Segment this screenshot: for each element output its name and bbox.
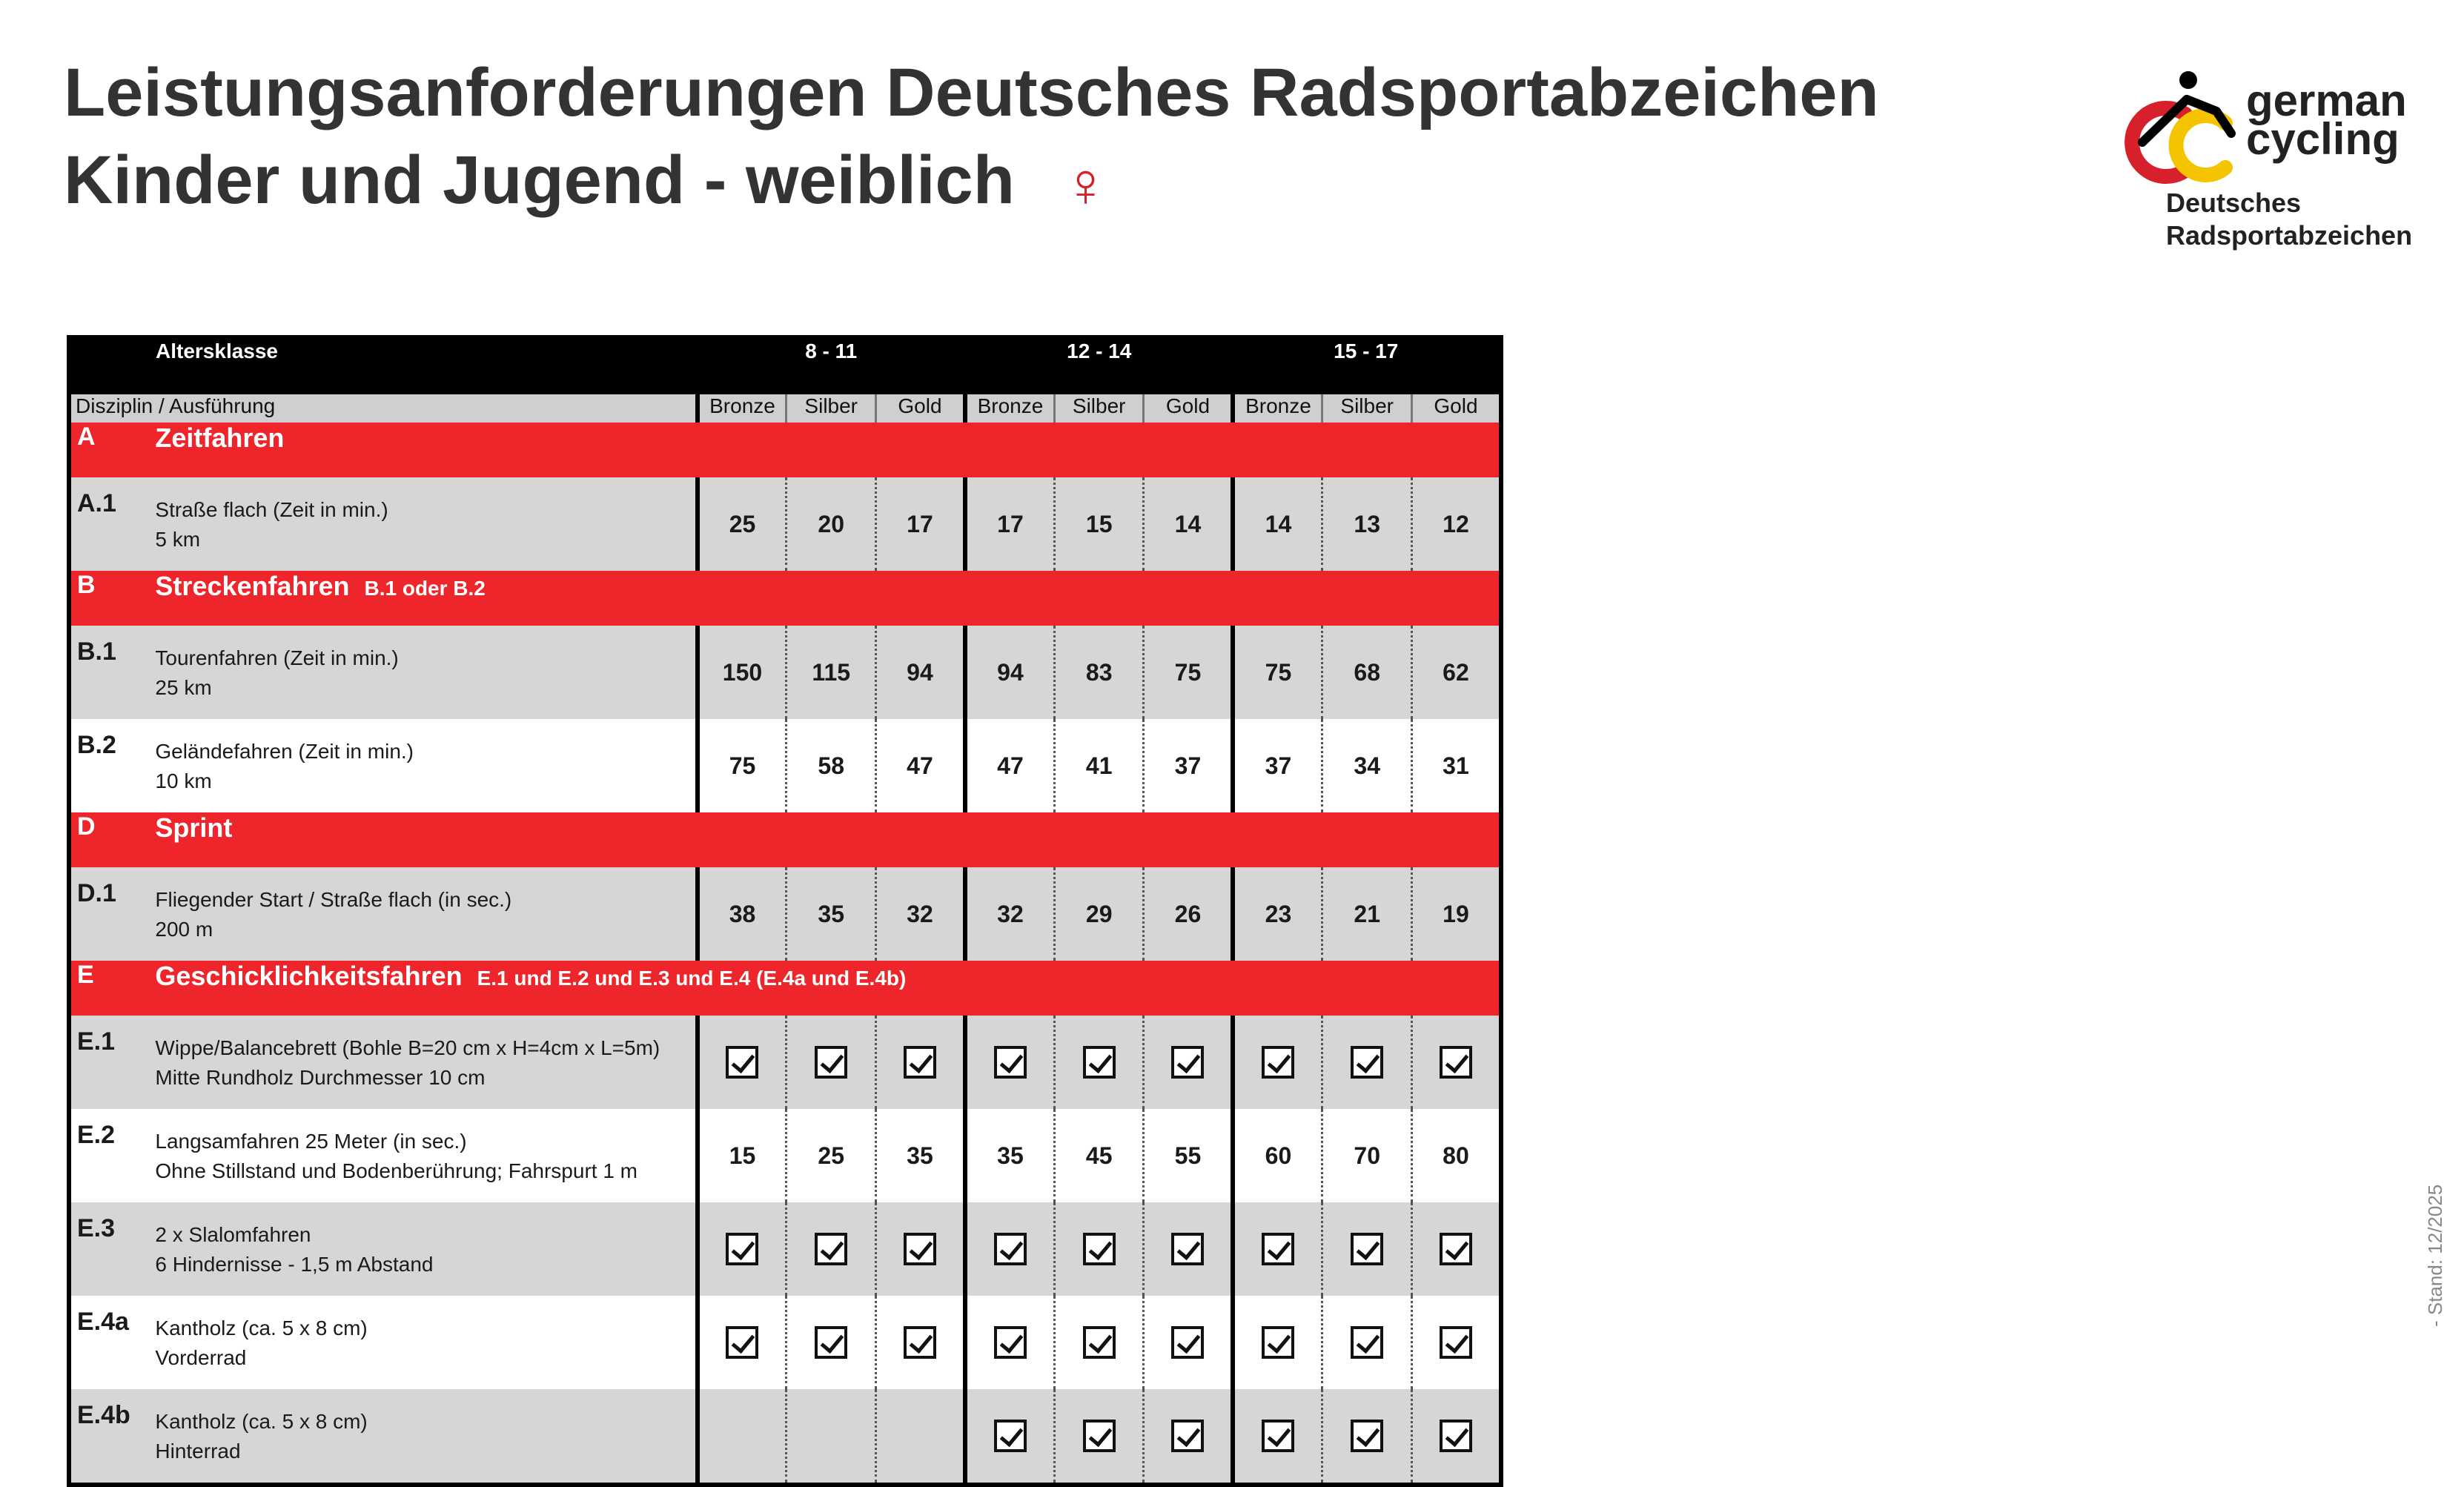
checkbox-checked-icon: [815, 1233, 847, 1265]
value-cell: 14: [1233, 477, 1322, 571]
value-cell: 13: [1322, 477, 1411, 571]
stand-date: - Stand: 12/2025: [2424, 1184, 2446, 1327]
desc-line-1: Wippe/Balancebrett (Bohle B=20 cm x H=4cm x L=5m): [155, 1036, 660, 1059]
check-cell: [1144, 1389, 1233, 1485]
value-cell: 23: [1233, 867, 1322, 961]
checkbox-checked-icon: [1171, 1046, 1204, 1079]
row-code: D.1: [69, 867, 155, 961]
value-cell: 37: [1144, 719, 1233, 812]
checkbox-checked-icon: [1440, 1233, 1472, 1265]
value-cell: 35: [965, 1109, 1054, 1202]
age-group-8-11: 8 - 11: [698, 337, 965, 394]
section-title: Sprint: [155, 812, 233, 843]
checkbox-checked-icon: [904, 1326, 936, 1359]
section-row-e: [69, 961, 1501, 1016]
title-line-1: Leistungsanforderungen Deutsches Radsportabzeichen: [64, 55, 1879, 130]
checkbox-checked-icon: [1083, 1420, 1116, 1452]
value-cell: 41: [1054, 719, 1143, 812]
row-description: [155, 1296, 697, 1389]
check-cell: [965, 1016, 1054, 1109]
checkbox-checked-icon: [726, 1046, 758, 1079]
value-cell: 25: [698, 477, 786, 571]
check-cell: [786, 1389, 875, 1485]
checkbox-checked-icon: [904, 1046, 936, 1079]
value-cell: 14: [1144, 477, 1233, 571]
value-cell: 37: [1233, 719, 1322, 812]
requirements-table: [67, 335, 1503, 1487]
value-cell: 12: [1411, 477, 1501, 571]
value-cell: 55: [1144, 1109, 1233, 1202]
value-cell: 34: [1322, 719, 1411, 812]
check-cell: [875, 1016, 965, 1109]
value-cell: 68: [1322, 626, 1411, 719]
desc-line-1: Kantholz (ca. 5 x 8 cm): [155, 1410, 368, 1433]
desc-line-2: 10 km: [155, 769, 212, 792]
checkbox-checked-icon: [994, 1046, 1027, 1079]
check-cell: [1322, 1389, 1411, 1485]
check-cell: [875, 1296, 965, 1389]
checkbox-checked-icon: [1262, 1326, 1294, 1359]
checkbox-checked-icon: [726, 1233, 758, 1265]
table-row: [69, 1109, 1501, 1202]
value-cell: 21: [1322, 867, 1411, 961]
section-note: E.1 und E.2 und E.3 und E.4 (E.4a und E.4b): [477, 967, 907, 990]
checkbox-checked-icon: [1440, 1326, 1472, 1359]
brand-sub-line-2: Radsportabzeichen: [2166, 220, 2413, 251]
checkbox-checked-icon: [1440, 1046, 1472, 1079]
row-description: [155, 1389, 697, 1485]
value-cell: 15: [1054, 477, 1143, 571]
checkbox-checked-icon: [1351, 1326, 1383, 1359]
row-description: [155, 1016, 697, 1109]
checkbox-checked-icon: [1262, 1046, 1294, 1079]
section-code: D: [69, 812, 155, 867]
level-header: Bronze: [965, 394, 1054, 423]
value-cell: 80: [1411, 1109, 1501, 1202]
value-cell: 32: [875, 867, 965, 961]
value-cell: 45: [1054, 1109, 1143, 1202]
checkbox-checked-icon: [1083, 1046, 1116, 1079]
discipline-label: Disziplin / Ausführung: [69, 394, 698, 423]
check-cell: [1411, 1389, 1501, 1485]
desc-line-2: 25 km: [155, 676, 212, 699]
desc-line-2: 6 Hindernisse - 1,5 m Abstand: [155, 1253, 434, 1276]
value-cell: 150: [698, 626, 786, 719]
checkbox-checked-icon: [1351, 1233, 1383, 1265]
row-code: E.4a: [69, 1296, 155, 1389]
row-description: [155, 867, 697, 961]
check-cell: [1322, 1296, 1411, 1389]
section-row-b: [69, 571, 1501, 626]
check-cell: [1144, 1016, 1233, 1109]
checkbox-checked-icon: [726, 1326, 758, 1359]
value-cell: 26: [1144, 867, 1233, 961]
table-row: [69, 1016, 1501, 1109]
section-title-cell: [155, 571, 1501, 626]
check-cell: [786, 1202, 875, 1296]
gc-emblem-icon: [2090, 65, 2246, 199]
check-cell: [1411, 1296, 1501, 1389]
checkbox-checked-icon: [994, 1233, 1027, 1265]
table-row: [69, 1389, 1501, 1485]
table-row: [69, 477, 1501, 571]
checkbox-checked-icon: [904, 1233, 936, 1265]
row-description: [155, 477, 697, 571]
section-row-d: [69, 812, 1501, 867]
desc-line-1: Tourenfahren (Zeit in min.): [155, 646, 399, 669]
desc-line-1: Geländefahren (Zeit in min.): [155, 740, 414, 763]
row-description: [155, 1202, 697, 1296]
desc-line-1: 2 x Slalomfahren: [155, 1223, 311, 1246]
row-code: E.3: [69, 1202, 155, 1296]
check-cell: [965, 1202, 1054, 1296]
level-header: Gold: [875, 394, 965, 423]
checkbox-checked-icon: [1262, 1233, 1294, 1265]
title-line-2-text: Kinder und Jugend - weiblich: [64, 142, 1015, 218]
checkbox-checked-icon: [1351, 1046, 1383, 1079]
value-cell: 17: [965, 477, 1054, 571]
page-title: [64, 49, 1879, 224]
check-cell: [875, 1389, 965, 1485]
section-note: B.1 oder B.2: [364, 577, 486, 600]
desc-line-2: Ohne Stillstand und Bodenberührung; Fahrspurt 1 m: [155, 1159, 638, 1182]
desc-line-1: Straße flach (Zeit in min.): [155, 498, 388, 521]
desc-line-2: Vorderrad: [155, 1346, 247, 1369]
level-header: Bronze: [1233, 394, 1322, 423]
brand-line-2: cycling: [2246, 114, 2400, 164]
checkbox-checked-icon: [815, 1326, 847, 1359]
section-title-cell: [155, 961, 1501, 1016]
desc-line-2: Mitte Rundholz Durchmesser 10 cm: [155, 1066, 486, 1089]
age-group-15-17: 15 - 17: [1233, 337, 1501, 394]
section-title: Zeitfahren: [155, 423, 285, 453]
check-cell: [965, 1296, 1054, 1389]
section-title: Geschicklichkeitsfahren: [155, 961, 463, 991]
value-cell: 19: [1411, 867, 1501, 961]
value-cell: 32: [965, 867, 1054, 961]
check-cell: [1233, 1016, 1322, 1109]
value-cell: 29: [1054, 867, 1143, 961]
row-code: E.2: [69, 1109, 155, 1202]
level-header: Gold: [1411, 394, 1501, 423]
check-cell: [1233, 1202, 1322, 1296]
value-cell: 94: [875, 626, 965, 719]
check-cell: [1144, 1296, 1233, 1389]
age-class-header-row: [69, 337, 1501, 394]
desc-line-2: 200 m: [155, 918, 213, 941]
value-cell: 17: [875, 477, 965, 571]
check-cell: [1322, 1202, 1411, 1296]
checkbox-checked-icon: [994, 1326, 1027, 1359]
check-cell: [1411, 1016, 1501, 1109]
value-cell: 83: [1054, 626, 1143, 719]
value-cell: 31: [1411, 719, 1501, 812]
checkbox-checked-icon: [1083, 1233, 1116, 1265]
value-cell: 47: [965, 719, 1054, 812]
desc-line-1: Kantholz (ca. 5 x 8 cm): [155, 1317, 368, 1339]
table-row: [69, 1202, 1501, 1296]
checkbox-checked-icon: [1440, 1420, 1472, 1452]
value-cell: 94: [965, 626, 1054, 719]
value-cell: 47: [875, 719, 965, 812]
checkbox-checked-icon: [1262, 1420, 1294, 1452]
check-cell: [786, 1016, 875, 1109]
brand-name: [2246, 76, 2407, 164]
check-cell: [1054, 1202, 1143, 1296]
check-cell: [1233, 1389, 1322, 1485]
checkbox-checked-icon: [1171, 1326, 1204, 1359]
value-cell: 58: [786, 719, 875, 812]
section-title-cell: [155, 423, 1501, 477]
row-description: [155, 719, 697, 812]
checkbox-checked-icon: [1083, 1326, 1116, 1359]
value-cell: 115: [786, 626, 875, 719]
brand-sub-line-1: Deutsches: [2166, 188, 2302, 218]
check-cell: [1144, 1202, 1233, 1296]
section-row-a: [69, 423, 1501, 477]
value-cell: 35: [786, 867, 875, 961]
level-header: Silber: [1322, 394, 1411, 423]
brand-subtitle: [2166, 187, 2412, 252]
row-description: [155, 1109, 697, 1202]
check-cell: [698, 1389, 786, 1485]
desc-line-1: Fliegender Start / Straße flach (in sec.): [155, 888, 512, 911]
value-cell: 75: [698, 719, 786, 812]
row-code: A.1: [69, 477, 155, 571]
check-cell: [1054, 1296, 1143, 1389]
female-symbol-icon: ♀: [1062, 150, 1109, 219]
value-cell: 60: [1233, 1109, 1322, 1202]
check-cell: [1411, 1202, 1501, 1296]
check-cell: [1054, 1016, 1143, 1109]
check-cell: [1233, 1296, 1322, 1389]
value-cell: 75: [1144, 626, 1233, 719]
table-row: [69, 867, 1501, 961]
age-class-label: Altersklasse: [69, 337, 698, 394]
section-title-cell: [155, 812, 1501, 867]
value-cell: 35: [875, 1109, 965, 1202]
section-code: B: [69, 571, 155, 626]
check-cell: [698, 1202, 786, 1296]
row-code: E.1: [69, 1016, 155, 1109]
section-code: E: [69, 961, 155, 1016]
age-group-12-14: 12 - 14: [965, 337, 1233, 394]
value-cell: 62: [1411, 626, 1501, 719]
desc-line-2: Hinterrad: [155, 1440, 241, 1463]
table-row: [69, 626, 1501, 719]
check-cell: [698, 1296, 786, 1389]
checkbox-checked-icon: [815, 1046, 847, 1079]
value-cell: 20: [786, 477, 875, 571]
check-cell: [965, 1389, 1054, 1485]
check-cell: [875, 1202, 965, 1296]
checkbox-checked-icon: [1351, 1420, 1383, 1452]
check-cell: [698, 1016, 786, 1109]
brand-line-1: german: [2246, 76, 2407, 125]
checkbox-checked-icon: [994, 1420, 1027, 1452]
value-cell: 75: [1233, 626, 1322, 719]
check-cell: [1322, 1016, 1411, 1109]
desc-line-2: 5 km: [155, 528, 201, 551]
check-cell: [1054, 1389, 1143, 1485]
row-code: B.1: [69, 626, 155, 719]
value-cell: 38: [698, 867, 786, 961]
row-code: B.2: [69, 719, 155, 812]
levels-header-row: [69, 394, 1501, 423]
level-header: Silber: [786, 394, 875, 423]
value-cell: 25: [786, 1109, 875, 1202]
check-cell: [786, 1296, 875, 1389]
desc-line-1: Langsamfahren 25 Meter (in sec.): [155, 1130, 467, 1153]
value-cell: 70: [1322, 1109, 1411, 1202]
checkbox-checked-icon: [1171, 1420, 1204, 1452]
section-title: Streckenfahren: [155, 571, 350, 601]
german-cycling-logo: [2090, 65, 2424, 258]
row-description: [155, 626, 697, 719]
row-code: E.4b: [69, 1389, 155, 1485]
level-header: Gold: [1144, 394, 1233, 423]
value-cell: 15: [698, 1109, 786, 1202]
checkbox-checked-icon: [1171, 1233, 1204, 1265]
table-row: [69, 719, 1501, 812]
section-code: A: [69, 423, 155, 477]
level-header: Bronze: [698, 394, 786, 423]
level-header: Silber: [1054, 394, 1143, 423]
title-line-2: [64, 136, 1879, 224]
table-row: [69, 1296, 1501, 1389]
